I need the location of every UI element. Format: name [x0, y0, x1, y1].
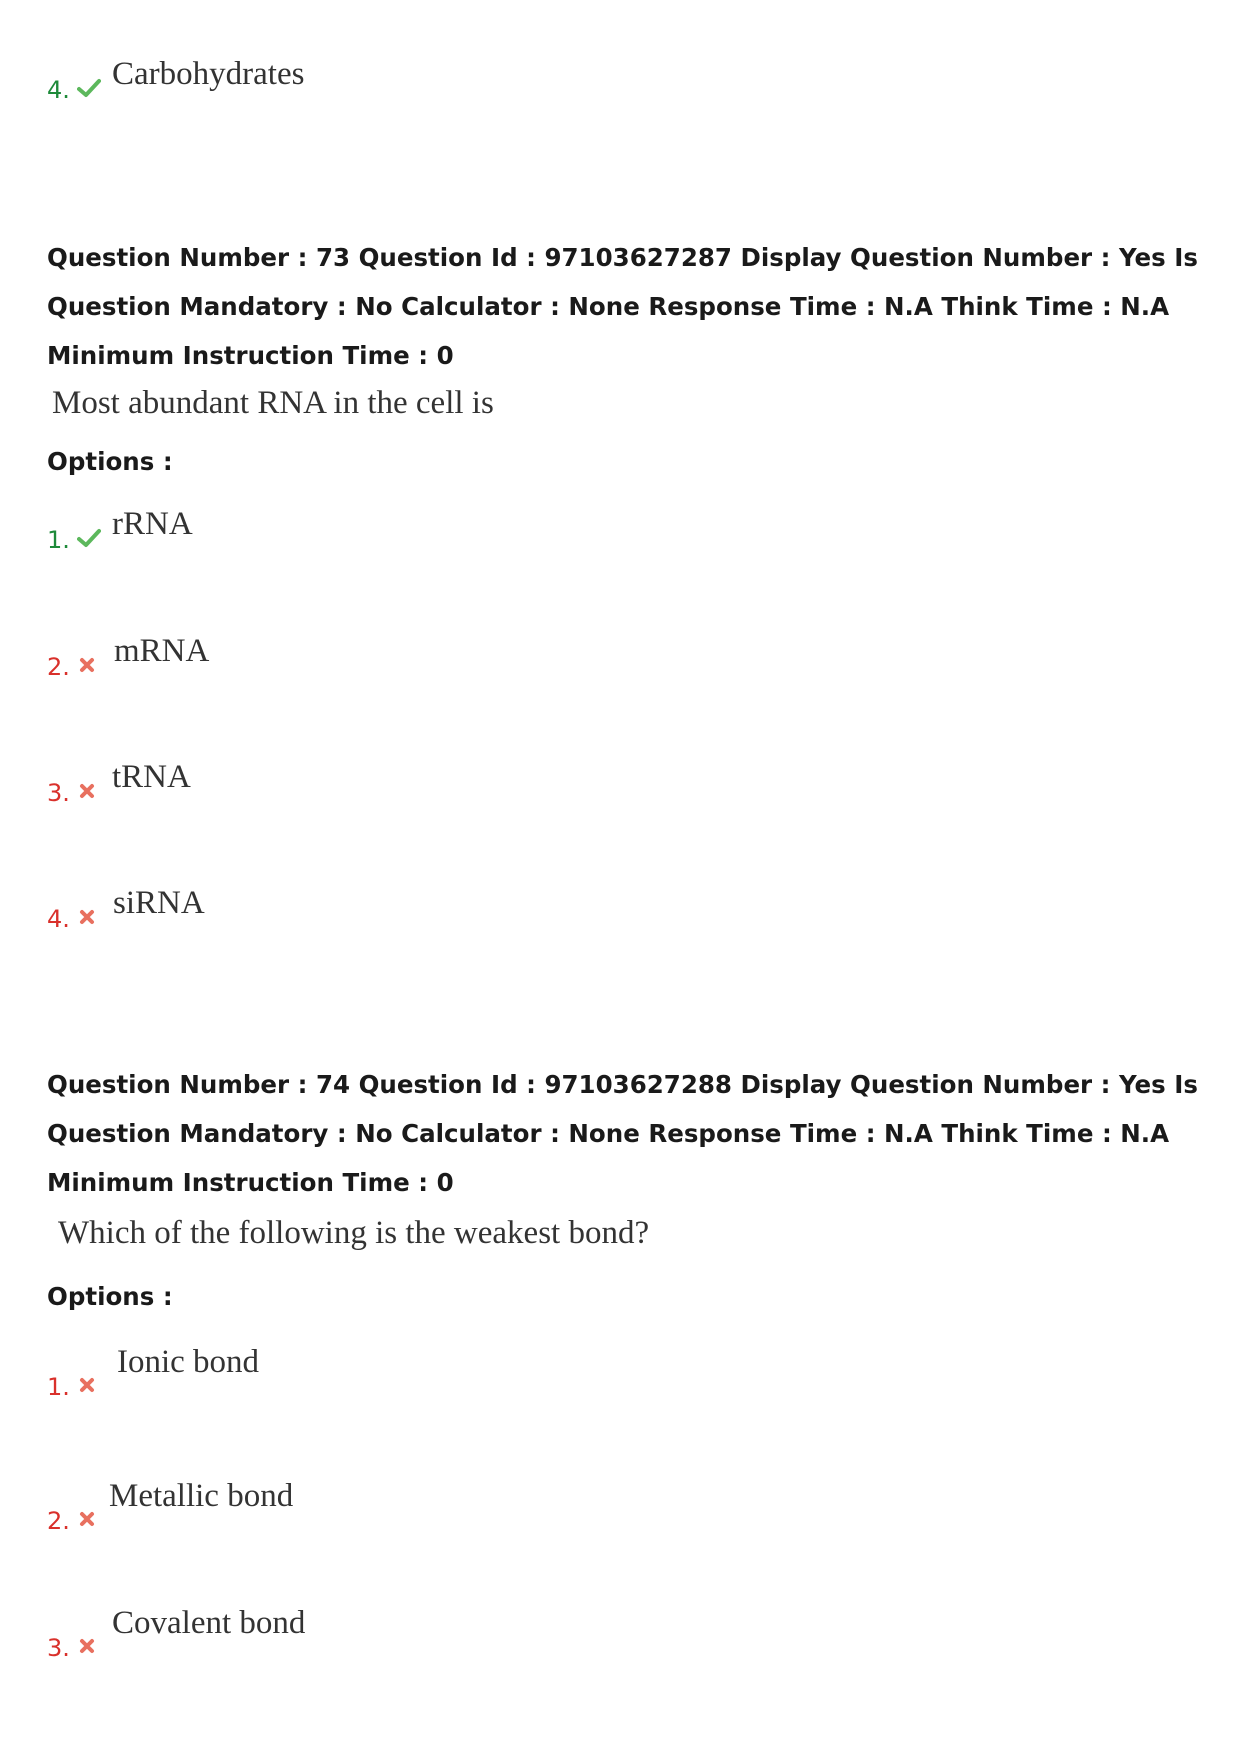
option-text: mRNA — [114, 633, 210, 669]
option-number: 3. — [47, 1634, 70, 1662]
check-icon — [77, 528, 101, 552]
option-text: Carbohydrates — [112, 56, 305, 92]
option-number: 4. — [47, 905, 70, 933]
cross-icon — [79, 783, 95, 803]
cross-icon — [79, 657, 95, 677]
option-number: 2. — [47, 653, 70, 681]
option-text: Ionic bond — [117, 1344, 260, 1380]
cross-icon — [79, 1377, 95, 1397]
option-number: 1. — [47, 526, 70, 554]
question-stem: Most abundant RNA in the cell is — [52, 385, 494, 421]
option-number: 3. — [47, 779, 70, 807]
option-number: 4. — [47, 76, 70, 104]
option-number: 1. — [47, 1373, 70, 1401]
cross-icon — [79, 1511, 95, 1531]
option-number: 2. — [47, 1507, 70, 1535]
option-text: tRNA — [112, 759, 191, 795]
options-label: Options : — [47, 447, 173, 476]
option-text: Metallic bond — [109, 1478, 294, 1514]
cross-icon — [79, 909, 95, 929]
question-meta: Question Number : 73 Question Id : 97103627287 Display Question Number : Yes Is Question Mandatory : No Calculator : None Response Time : N.A Think Time : N.A Minimum Instruction Time : 0 — [47, 243, 1198, 370]
question-stem: Which of the following is the weakest bond? — [58, 1215, 650, 1251]
option-text: rRNA — [112, 506, 193, 542]
options-label: Options : — [47, 1282, 173, 1311]
question-meta: Question Number : 74 Question Id : 97103627288 Display Question Number : Yes Is Question Mandatory : No Calculator : None Response Time : N.A Think Time : N.A Minimum Instruction Time : 0 — [47, 1070, 1198, 1197]
option-text: siRNA — [113, 885, 205, 921]
option-text: Covalent bond — [112, 1605, 306, 1641]
cross-icon — [79, 1638, 95, 1658]
check-icon — [77, 78, 101, 102]
